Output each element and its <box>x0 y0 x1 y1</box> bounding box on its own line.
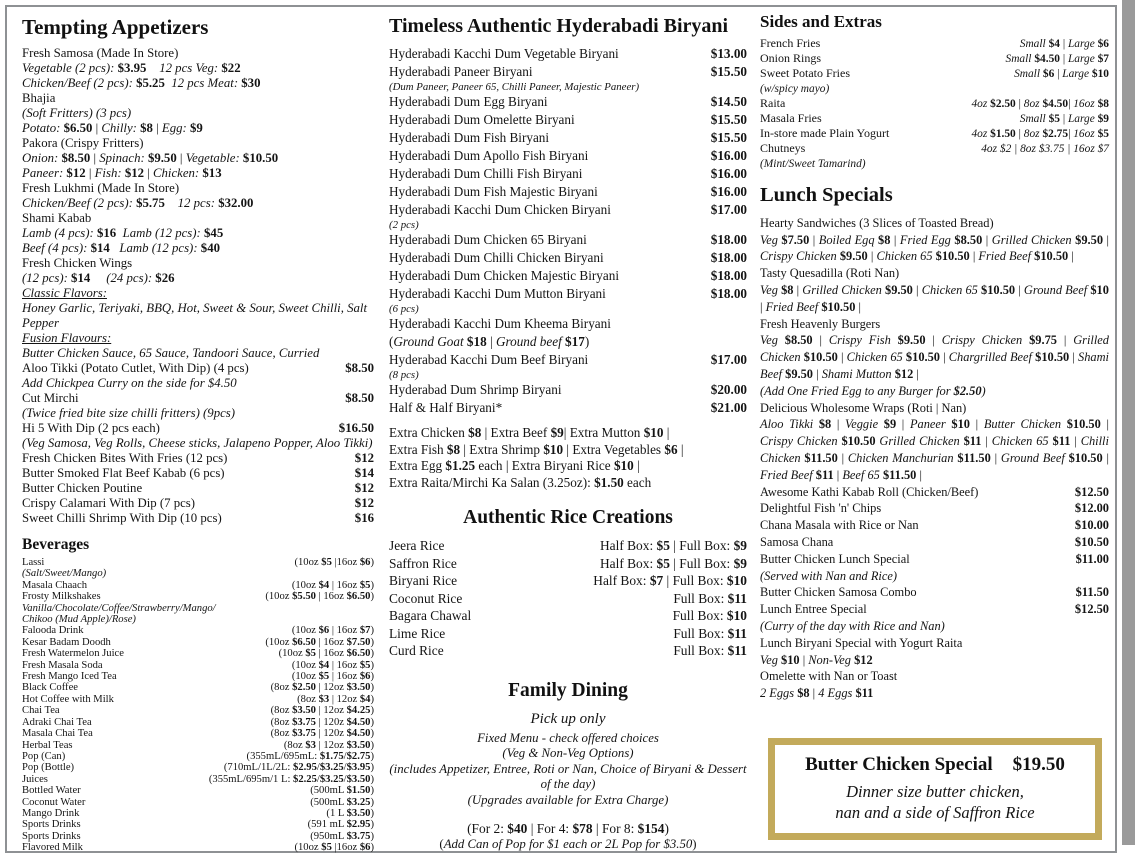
item-price: $15.50 <box>710 112 747 127</box>
menu-text-line: Pick up only <box>530 710 606 727</box>
item-price: $12 <box>354 496 374 510</box>
menu-item-row <box>22 481 374 496</box>
item-price: (8oz $3 | 12oz $4) <box>297 693 374 705</box>
biryani-extras <box>389 425 747 491</box>
item-price: Small $6 | Large $10 <box>1014 68 1109 81</box>
item-name: French Fries <box>760 36 821 50</box>
rice-list <box>389 537 747 660</box>
menu-item-row <box>22 762 374 773</box>
menu-item-row <box>22 648 374 659</box>
menu-item-row <box>22 466 374 481</box>
item-price: $10.00 <box>1074 518 1109 533</box>
item-name: Hyderabadi Paneer Biryani <box>389 64 533 79</box>
menu-text-line: Extra Egg $1.25 each | Extra Biryani Rice $10 | <box>389 458 640 473</box>
menu-item-row <box>22 637 374 648</box>
menu-text-line: Delicious Wholesome Wraps (Roti | Nan) <box>760 400 967 415</box>
item-price: (10oz $4 | 16oz $5) <box>291 659 374 671</box>
menu-text-line: (Mint/Sweet Tamarind) <box>760 157 866 170</box>
item-price: $14 <box>354 466 374 480</box>
item-price: $8.50 <box>345 391 374 405</box>
menu-item-row <box>760 551 1109 568</box>
menu-text-line: Fixed Menu - check offered choices <box>477 730 659 745</box>
item-name: Coconut Water <box>22 796 86 808</box>
item-name: Bagara Chawal <box>389 608 472 623</box>
item-name: Masala Chai Tea <box>22 728 93 740</box>
menu-item-row <box>22 557 374 568</box>
item-price: $17.00 <box>710 352 747 367</box>
item-price: (710mL/1L/2L: $2.95/$3.25/$3.95) <box>223 762 374 774</box>
menu-item-row <box>389 63 747 81</box>
item-price: $16.00 <box>710 166 747 181</box>
item-name: Hyderabadi Dum Fish Majestic Biryani <box>389 184 598 199</box>
menu-item-row <box>389 231 747 249</box>
menu-item-row <box>22 361 374 376</box>
item-price: (8oz $3.50 | 12oz $4.25) <box>270 705 374 717</box>
item-price: Half Box: $7 | Full Box: $10 <box>593 573 747 588</box>
item-name: Coconut Rice <box>389 590 463 606</box>
item-name: Mango Drink <box>22 807 80 819</box>
item-name: Falooda Drink <box>22 625 84 637</box>
menu-item-row <box>22 451 374 466</box>
item-name: Black Coffee <box>22 682 78 694</box>
menu-item-row <box>22 496 374 511</box>
item-price: $18.00 <box>710 232 747 247</box>
item-price: (10oz $5 |16oz $6) <box>294 557 374 568</box>
item-name: Hyderabadi Kacchi Dum Vegetable Biryani <box>389 46 619 61</box>
item-name: Hyderabadi Dum Chilli Fish Biryani <box>389 166 583 181</box>
menu-item-row <box>22 785 374 796</box>
section-title-biryani: Timeless Authentic Hyderabadi Biryani <box>389 15 729 37</box>
menu-item-row <box>760 96 1109 111</box>
menu-item-row <box>389 165 747 183</box>
menu-text-line: Fresh Lukhmi (Made In Store) <box>22 181 180 195</box>
item-name: Fresh Chicken Bites With Fries (12 pcs) <box>22 451 228 465</box>
item-name: Juices <box>22 773 48 785</box>
menu-text-line: (6 pcs) <box>389 303 419 315</box>
menu-item-row <box>389 147 747 165</box>
item-price: $16.50 <box>338 421 374 435</box>
section-title-sides-extras: Sides and Extras <box>760 12 882 31</box>
item-name: Awesome Kathi Kabab Roll (Chicken/Beef) <box>760 484 979 499</box>
menu-item-row <box>389 572 747 590</box>
item-price: $10.50 <box>1074 534 1109 549</box>
item-name: Chana Masala with Rice or Nan <box>760 518 919 533</box>
menu-text-line: Lunch Biryani Special with Yogurt Raita <box>760 635 963 650</box>
menu-item-row <box>22 808 374 819</box>
menu-text-line: (Ground Goat $18 | Ground beef $17) <box>389 334 590 349</box>
menu-text-line: Beef (4 pcs): $14 Lamb (12 pcs): $40 <box>22 241 220 255</box>
menu-item-row <box>389 285 747 303</box>
menu-text-line: Veg $10 | Non-Veg $12 <box>760 652 873 667</box>
menu-item-row <box>22 660 374 671</box>
menu-text-line: (8 pcs) <box>389 369 419 381</box>
menu-text-line: Veg $8 | Grilled Chicken $9.50 | Chicken 65 $10.50 | Ground Beef $10 | Fried Beef $10.50 | <box>760 283 1109 314</box>
item-price: Small $5 | Large $9 <box>1019 113 1109 126</box>
special-title-line <box>785 754 1085 776</box>
menu-item-row <box>389 93 747 111</box>
item-name: Biryani Rice <box>389 573 458 588</box>
menu-text-line: Potato: $6.50 | Chilly: $8 | Egg: $9 <box>22 121 203 135</box>
menu-item-row <box>760 36 1109 51</box>
item-price: Small $4.50 | Large $7 <box>1005 53 1109 66</box>
menu-text-line: (Twice fried bite size chilli fritters) (9pcs) <box>22 406 236 420</box>
menu-item-row <box>22 671 374 682</box>
menu-item-row <box>760 141 1109 156</box>
menu-item-row <box>389 642 747 660</box>
item-name: Masala Fries <box>760 111 822 126</box>
menu-text-line: (includes Appetizer, Entree, Roti or Nan, Choice of Biryani & Dessert of the day) <box>389 761 747 791</box>
item-name: Hi 5 With Dip (2 pcs each) <box>22 421 160 435</box>
menu-item-row <box>22 682 374 693</box>
column-middle <box>389 15 747 853</box>
menu-item-row <box>389 537 747 555</box>
menu-item-row <box>22 797 374 808</box>
item-price: (10oz $5 | 16oz $6.50) <box>278 648 374 660</box>
item-name: Bottled Water <box>22 785 81 797</box>
menu-text-line: (Add One Fried Egg to any Burger for $2.50) <box>760 383 986 398</box>
menu-item-row <box>22 831 374 842</box>
item-price: (10oz $4 | 16oz $5) <box>291 579 374 591</box>
menu-item-row <box>760 66 1109 81</box>
menu-text-line: Hyderabadi Kacchi Dum Kheema Biryani <box>389 316 611 331</box>
special-price: $19.50 <box>1012 753 1065 775</box>
section-title-tempting-appetizers: Tempting Appetizers <box>22 15 209 39</box>
item-price: Full Box: $10 <box>672 608 747 623</box>
item-name: Pop (Bottle) <box>22 762 75 774</box>
menu-item-row <box>22 391 374 406</box>
section-title-lunch-specials: Lunch Specials <box>760 183 893 206</box>
menu-text-line: Veg $7.50 | Boiled Egq $8 | Fried Egg $8.50 | Grilled Chicken $9.50 | Crispy Chicken $9.50 | Chicken 65 $10.50 | Fried Beef $10.50 | <box>760 232 1109 264</box>
item-price: $8.50 <box>345 361 374 375</box>
item-name: Masala Chaach <box>22 579 88 591</box>
item-name: Hyderabadi Dum Chicken Majestic Biryani <box>389 268 619 283</box>
menu-text-line: 2 Eggs $8 | 4 Eggs $11 <box>760 686 874 701</box>
item-name: Hot Coffee with Milk <box>22 693 114 705</box>
menu-item-row <box>760 601 1109 618</box>
menu-text-line: Chicken/Beef (2 pcs): $5.25 12 pcs Meat: $30 <box>22 76 261 90</box>
item-price: Full Box: $11 <box>673 590 747 606</box>
menu-text-line: Chikoo (Mud Apple)/Rose) <box>22 614 136 626</box>
menu-item-row <box>22 625 374 636</box>
item-name: Lime Rice <box>389 625 446 641</box>
column-right <box>760 12 1109 840</box>
menu-item-row <box>760 584 1109 601</box>
item-name: Cut Mirchi <box>22 391 79 405</box>
item-name: Hyderabadi Dum Apollo Fish Biryani <box>389 148 589 163</box>
butter-chicken-special-box <box>768 738 1102 840</box>
menu-text-line: Paneer: $12 | Fish: $12 | Chicken: $13 <box>22 166 222 180</box>
item-price: (8oz $3.75 | 120z $4.50) <box>270 728 374 740</box>
menu-item-row <box>760 517 1109 534</box>
item-price: $11.00 <box>1075 551 1109 566</box>
item-name: Butter Smoked Flat Beef Kabab (6 pcs) <box>22 466 225 480</box>
menu-item-row <box>22 819 374 830</box>
item-price: (10oz $6 | 16oz $7) <box>291 625 374 637</box>
menu-text-line: Fresh Samosa (Made In Store) <box>22 46 179 60</box>
menu-item-row <box>22 717 374 728</box>
menu-text-line: Extra Chicken $8 | Extra Beef $9| Extra Mutton $10 | <box>389 425 670 440</box>
item-price: Full Box: $11 <box>673 625 747 641</box>
item-name: Hyderabadi Kacchi Dum Chicken Biryani <box>389 202 611 217</box>
menu-item-row <box>389 267 747 285</box>
menu-item-row <box>389 111 747 129</box>
menu-text-line: (2 pcs) <box>389 219 419 231</box>
item-price: $12.50 <box>1074 602 1109 617</box>
item-name: Sports Drinks <box>22 819 81 831</box>
item-name: Sweet Potato Fries <box>760 66 850 81</box>
beverages-list <box>22 557 374 854</box>
item-name: Curd Rice <box>389 643 444 658</box>
menu-text-line: Chicken/Beef (2 pcs): $5.75 12 pcs: $32.00 <box>22 196 254 210</box>
menu-text-line: Add Chickpea Curry on the side for $4.50 <box>22 376 237 390</box>
menu-text-line: Vanilla/Chocolate/Coffee/Strawberry/Mango/ <box>22 602 216 614</box>
column-left <box>22 15 374 854</box>
menu-item-row <box>760 126 1109 141</box>
item-price: (8oz $3.75 | 120z $4.50) <box>270 716 374 728</box>
menu-text-line: (Veg Samosa, Veg Rolls, Cheese sticks, Jalapeno Popper, Aloo Tikki) <box>22 436 373 450</box>
menu-item-row <box>22 511 374 526</box>
item-name: Frosty Milkshakes <box>22 591 101 603</box>
menu-text-line: Hearty Sandwiches (3 Slices of Toasted Bread) <box>760 215 994 230</box>
menu-page <box>5 5 1117 853</box>
item-name: Samosa Chana <box>760 534 834 549</box>
menu-text-line: Shami Kabab <box>22 211 92 225</box>
item-price: (355mL/695m/1 L: $2.25/$3.25/$3.50) <box>208 773 374 785</box>
item-price: $12 <box>354 481 374 495</box>
special-description <box>785 781 1085 823</box>
item-name: Kesar Badam Doodh <box>22 636 111 648</box>
menu-item-row <box>389 555 747 573</box>
item-name: Saffron Rice <box>389 555 457 571</box>
menu-item-row <box>389 607 747 625</box>
menu-item-row <box>22 740 374 751</box>
menu-text-line: Extra Raita/Mirchi Ka Salan (3.25oz): $1.50 each <box>389 474 652 490</box>
menu-text-line: Bhajia <box>22 91 56 105</box>
item-name: Hyderabadi Dum Chicken 65 Biryani <box>389 232 587 247</box>
item-name: Raita <box>760 95 786 110</box>
item-price: (355mL/695mL: $1.75/$2.75) <box>246 750 374 762</box>
item-price: $14.50 <box>710 94 747 109</box>
menu-text-line: (Add Can of Pop for $1 each or 2L Pop for $3.50) <box>439 837 697 851</box>
item-price: 4oz $2.50 | 8oz $4.50| 16oz $8 <box>971 97 1109 110</box>
menu-text-line: (Veg & Non-Veg Options) <box>502 746 634 760</box>
item-name: Hyderabadi Kacchi Dum Mutton Biryani <box>389 286 606 301</box>
menu-item-row <box>760 51 1109 66</box>
item-price: $15.50 <box>710 64 747 79</box>
item-name: Hyderabadi Dum Omelette Biryani <box>389 112 575 127</box>
menu-item-row <box>389 399 747 417</box>
item-name: Fresh Mango Iced Tea <box>22 671 117 683</box>
special-desc-line1: Dinner size butter chicken, <box>846 781 1024 801</box>
menu-text-line: Lamb (4 pcs): $16 Lamb (12 pcs): $45 <box>22 226 224 240</box>
item-price: (950mL $3.75) <box>310 830 374 842</box>
menu-item-row <box>389 625 747 643</box>
menu-text-line: (Upgrades available for Extra Charge) <box>467 792 669 807</box>
item-name: Butter Chicken Samosa Combo <box>760 585 917 600</box>
item-name: Lassi <box>22 557 45 568</box>
item-price: (591 mL $2.95) <box>307 819 374 831</box>
item-name: Hyderabadi Dum Chilli Chicken Biryani <box>389 250 604 265</box>
menu-item-row <box>389 201 747 219</box>
menu-text-line: Fusion Flavours: <box>22 331 112 345</box>
menu-item-row <box>389 590 747 608</box>
menu-text-line: (Salt/Sweet/Mango) <box>22 568 107 580</box>
item-name: Sweet Chilli Shrimp With Dip (10 pcs) <box>22 511 222 525</box>
menu-text-line: Fresh Chicken Wings <box>22 256 133 270</box>
item-price: $21.00 <box>710 400 747 415</box>
item-name: Jeera Rice <box>389 538 445 553</box>
menu-item-row <box>760 111 1109 126</box>
item-name: Half & Half Biryani* <box>389 400 503 415</box>
item-name: Hyderabad Kacchi Dum Beef Biryani <box>389 352 589 367</box>
spacer <box>389 808 747 820</box>
item-price: (500mL $3.25) <box>310 796 374 808</box>
menu-text-line: Fresh Heavenly Burgers <box>760 316 881 331</box>
menu-text-line: Onion: $8.50 | Spinach: $9.50 | Vegetable: $10.50 <box>22 151 279 165</box>
menu-item-row <box>22 694 374 705</box>
appetizers-list <box>22 46 374 526</box>
item-name: Hyderabadi Dum Egg Biryani <box>389 94 548 109</box>
item-price: Half Box: $5 | Full Box: $9 <box>599 538 747 553</box>
menu-text-line: (Curry of the day with Rice and Nan) <box>760 618 945 633</box>
item-price: (8oz $2.50 | 12oz $3.50) <box>270 682 374 694</box>
item-price: $11.50 <box>1075 585 1109 600</box>
menu-text-line: Pakora (Crispy Fritters) <box>22 136 144 150</box>
item-name: Fresh Masala Soda <box>22 659 103 671</box>
item-price: $13.00 <box>710 46 747 61</box>
item-name: Chai Tea <box>22 705 60 717</box>
item-name: Lunch Entree Special <box>760 602 867 617</box>
item-name: Delightful Fish 'n' Chips <box>760 501 882 516</box>
item-price: Small $4 | Large $6 <box>1019 38 1109 50</box>
menu-item-row <box>760 500 1109 517</box>
menu-item-row <box>389 381 747 399</box>
item-name: Fresh Watermelon Juice <box>22 648 124 660</box>
item-name: Hyderabad Dum Shrimp Biryani <box>389 382 562 397</box>
lunch-specials-list <box>760 215 1109 702</box>
item-name: Hyderabadi Dum Fish Biryani <box>389 130 550 145</box>
item-name: Pop (Can) <box>22 750 66 762</box>
item-name: Adraki Chai Tea <box>22 716 92 728</box>
item-price: Full Box: $11 <box>673 643 747 658</box>
item-name: Aloo Tikki (Potato Cutlet, With Dip) (4 pcs) <box>22 361 249 375</box>
menu-item-row <box>389 249 747 267</box>
item-name: Butter Chicken Lunch Special <box>760 551 910 566</box>
menu-text-line: Butter Chicken Sauce, 65 Sauce, Tandoori Sauce, Curried <box>22 346 320 360</box>
item-name: Flavored Milk <box>22 842 83 854</box>
menu-text-line: Honey Garlic, Teriyaki, BBQ, Hot, Sweet & Sour, Sweet Chilli, Salt Pepper <box>22 301 371 330</box>
menu-item-row <box>22 842 374 853</box>
item-price: $12 <box>354 451 374 465</box>
sides-list <box>760 36 1109 171</box>
menu-text-line: Extra Fish $8 | Extra Shrimp $10 | Extra Vegetables $6 | <box>389 441 684 457</box>
menu-text-line: (For 2: $40 | For 4: $78 | For 8: $154) <box>467 821 669 836</box>
menu-item-row <box>22 774 374 785</box>
item-name: Onion Rings <box>760 51 822 66</box>
menu-item-row <box>389 183 747 201</box>
item-price: (1 L $3.50) <box>326 807 374 819</box>
item-price: (500mL $1.50) <box>310 785 374 797</box>
menu-text-line: (Served with Nan and Rice) <box>760 568 897 583</box>
item-price: $16 <box>354 511 374 525</box>
menu-text-line: Veg $8.50 | Crispy Fish $9.50 | Crispy Chicken $9.75 | Grilled Chicken $10.50 | Chicken 65 $10.50 | Chargrilled Beef $10.50 | Shami Beef $9.50 | Shami Mutton $12 | <box>760 333 1109 381</box>
item-name: Sports Drinks <box>22 830 81 842</box>
item-price: 4oz $2 | 8oz $3.75 | 16oz $7 <box>981 143 1109 156</box>
section-title-beverages: Beverages <box>22 536 90 553</box>
menu-item-row <box>22 705 374 716</box>
item-price: $12.00 <box>1074 501 1109 516</box>
item-price: (10oz $5 | 16oz $6) <box>291 671 374 683</box>
family-dining-lines <box>389 710 747 853</box>
item-price: $16.00 <box>710 148 747 163</box>
menu-text-line: Omelette with Nan or Toast <box>760 669 898 684</box>
item-name: Butter Chicken Poutine <box>22 481 143 495</box>
section-title-family-dining: Family Dining <box>508 679 628 701</box>
menu-text-line: (Dum Paneer, Paneer 65, Chilli Paneer, Majestic Paneer) <box>389 81 640 93</box>
menu-item-row <box>389 351 747 369</box>
item-name: Chutneys <box>760 141 806 156</box>
menu-text-line: (w/spicy mayo) <box>760 82 830 95</box>
item-name: In-store made Plain Yogurt <box>760 126 890 141</box>
menu-item-row <box>760 534 1109 551</box>
menu-text-line: (Soft Fritters) (3 pcs) <box>22 106 132 120</box>
page-edge-band <box>1122 0 1135 845</box>
menu-item-row <box>760 484 1109 501</box>
menu-item-row <box>22 728 374 739</box>
item-price: (10oz $5.50 | 16oz $6.50) <box>265 591 374 603</box>
item-name: Herbal Teas <box>22 739 73 751</box>
menu-item-row <box>22 751 374 762</box>
item-price: $12.50 <box>1074 484 1109 499</box>
menu-item-row <box>22 421 374 436</box>
menu-text-line: Tasty Quesadilla (Roti Nan) <box>760 266 900 281</box>
menu-text-line: (12 pcs): $14 (24 pcs): $26 <box>22 271 175 285</box>
item-name: Crispy Calamari With Dip (7 pcs) <box>22 496 196 510</box>
menu-item-row <box>389 129 747 147</box>
menu-text-line: Aloo Tikki $8 | Veggie $9 | Paneer $10 | Butter Chicken $10.50 | Crispy Chicken $10.50 Grilled Chicken $11 | Chicken 65 $11 | Chilli Chicken $11.50 | Chicken Manchurian $11.50 | Ground Beef $10.50 | Fried Beef $11 | Beef 65 $11.50 | <box>760 417 1109 482</box>
item-price: $16.00 <box>710 184 747 199</box>
item-price: (10oz $5 |16oz $6) <box>294 842 374 854</box>
menu-item-row <box>22 580 374 591</box>
item-price: $20.00 <box>710 382 747 397</box>
item-price: $15.50 <box>710 130 747 145</box>
special-desc-line2: nan and a side of Saffron Rice <box>835 802 1035 822</box>
item-price: $17.00 <box>710 202 747 217</box>
special-title: Butter Chicken Special <box>805 753 993 775</box>
biryani-list <box>389 45 747 417</box>
item-price: $18.00 <box>710 286 747 301</box>
item-price: 4oz $1.50 | 8oz $2.75| 16oz $5 <box>971 128 1109 141</box>
menu-item-row <box>389 45 747 63</box>
item-price: Half Box: $5 | Full Box: $9 <box>599 555 747 571</box>
item-price: (8oz $3 | 12oz $3.50) <box>283 739 374 751</box>
section-title-rice-creations: Authentic Rice Creations <box>463 507 673 528</box>
item-price: (10oz $6.50 | 16oz $7.50) <box>265 636 374 648</box>
menu-item-row <box>22 591 374 602</box>
item-price: $18.00 <box>710 250 747 265</box>
menu-text-line: Vegetable (2 pcs): $3.95 12 pcs Veg: $22 <box>22 61 241 75</box>
menu-text-line: Classic Flavors: <box>22 286 107 300</box>
item-price: $18.00 <box>710 268 747 283</box>
